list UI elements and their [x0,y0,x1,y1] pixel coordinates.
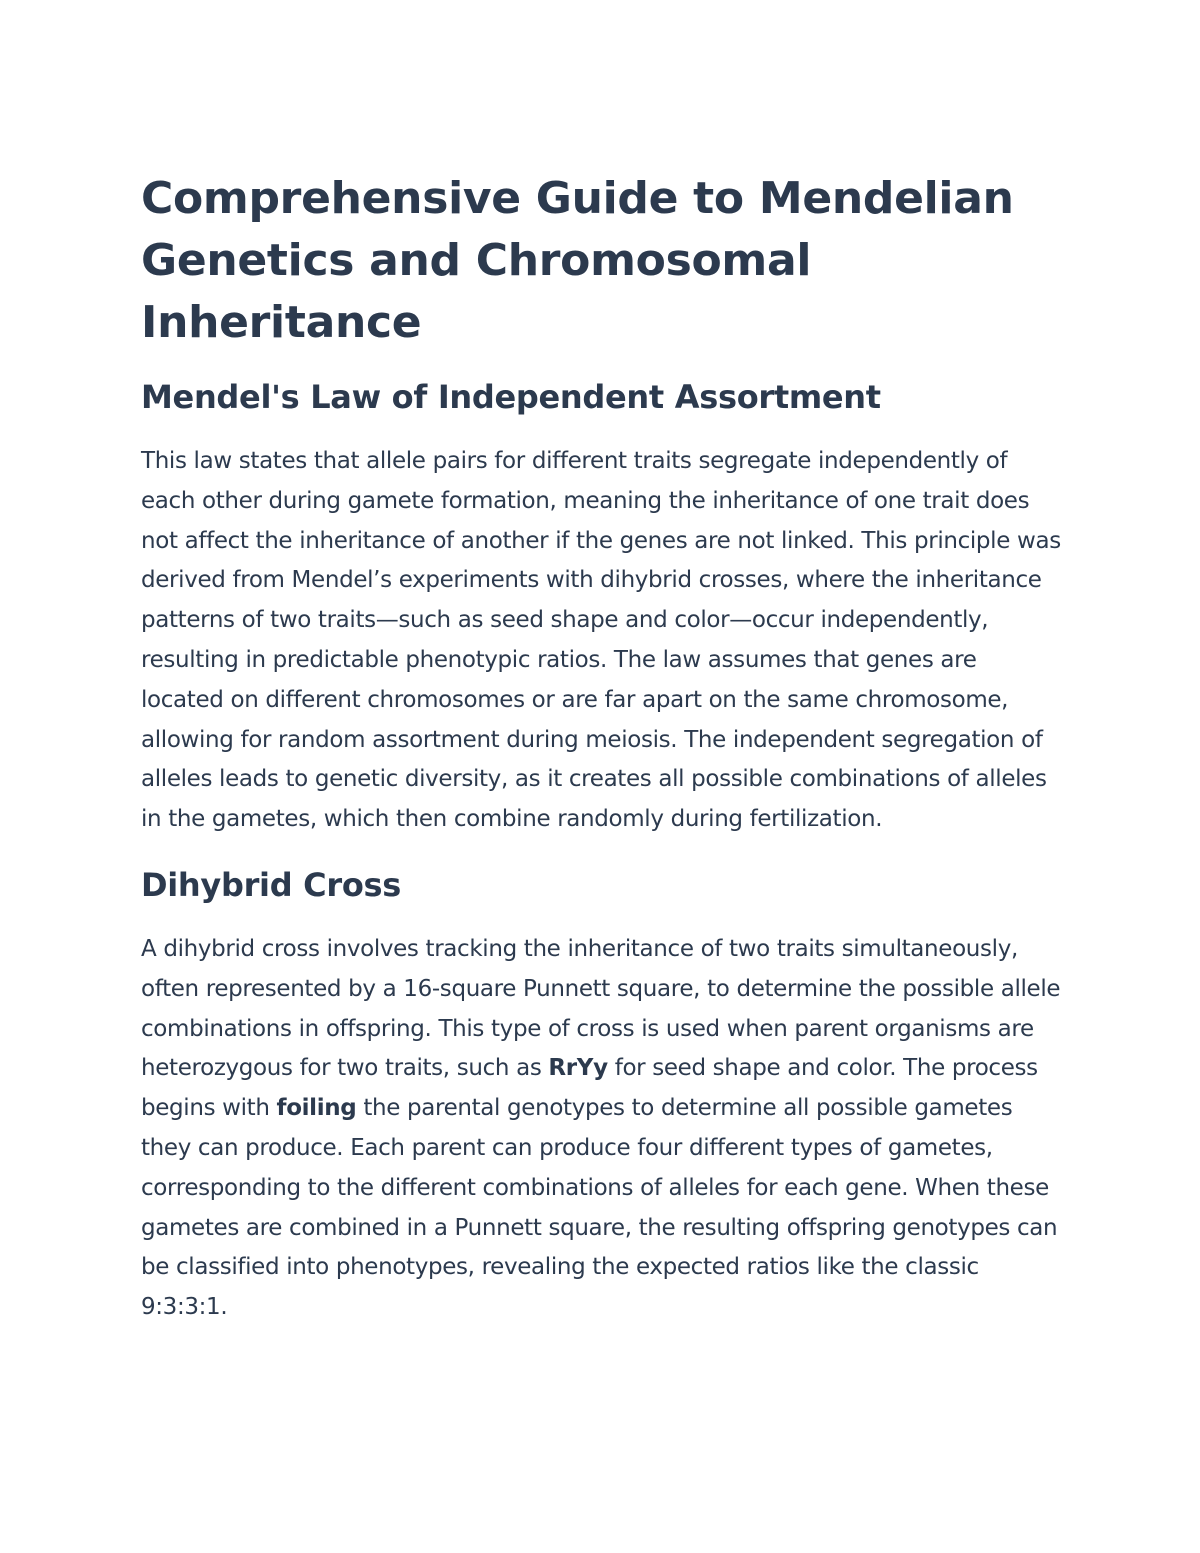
bold-term-genotype: RrYy [548,1055,608,1082]
paragraph-independent-assortment: This law states that allele pairs for different traits segregate independently of each other during gamete formation, meaning the inheritance of one trait does not affect the inheritance of another if the genes are not linked. This principle was derived from Mendel’s experiments with dihybrid crosses, where the inheritance patterns of two traits—such as seed shape and color—occur independently, resulting in predictable phenotypic ratios. The law assumes that genes are located on different chromosomes or are far apart on the same chromosome, allowing for random assortment during meiosis. The independent segregation of alleles leads to genetic diversity, as it creates all possible combinations of alleles in the gametes, which then combine randomly during fertilization. [141,448,1061,833]
paragraph-text: for seed shape and color. The process begins with [141,1055,1038,1122]
paragraph-dihybrid-cross [141,930,1066,1328]
section-heading-dihybrid-cross: Dihybrid Cross [141,865,402,904]
paragraph-text: A dihybrid cross involves tracking the inheritance of two traits simultaneously, often represented by a 16-square Punnett square, to determine the possible allele combinations in offspring. This type of cross is used when parent organisms are heterozygous for two traits, such as [141,935,1061,1082]
document-page [141,168,1066,1328]
document-title: Comprehensive Guide to Mendelian Genetics and Chromosomal Inheritance [141,173,1014,348]
section-heading-independent-assortment: Mendel's Law of Independent Assortment [141,378,881,416]
bold-term-foiling: foiling [276,1095,357,1122]
paragraph-text: the parental genotypes to determine all possible gametes they can produce. Each parent can produce four different types of gametes, corresponding to the different combinations of alleles for each gene. When these gametes are combined in a Punnett square, the resulting offspring genotypes can be classified into phenotypes, revealing the expected ratios like the classic 9:3:3:1. [141,1095,1058,1321]
